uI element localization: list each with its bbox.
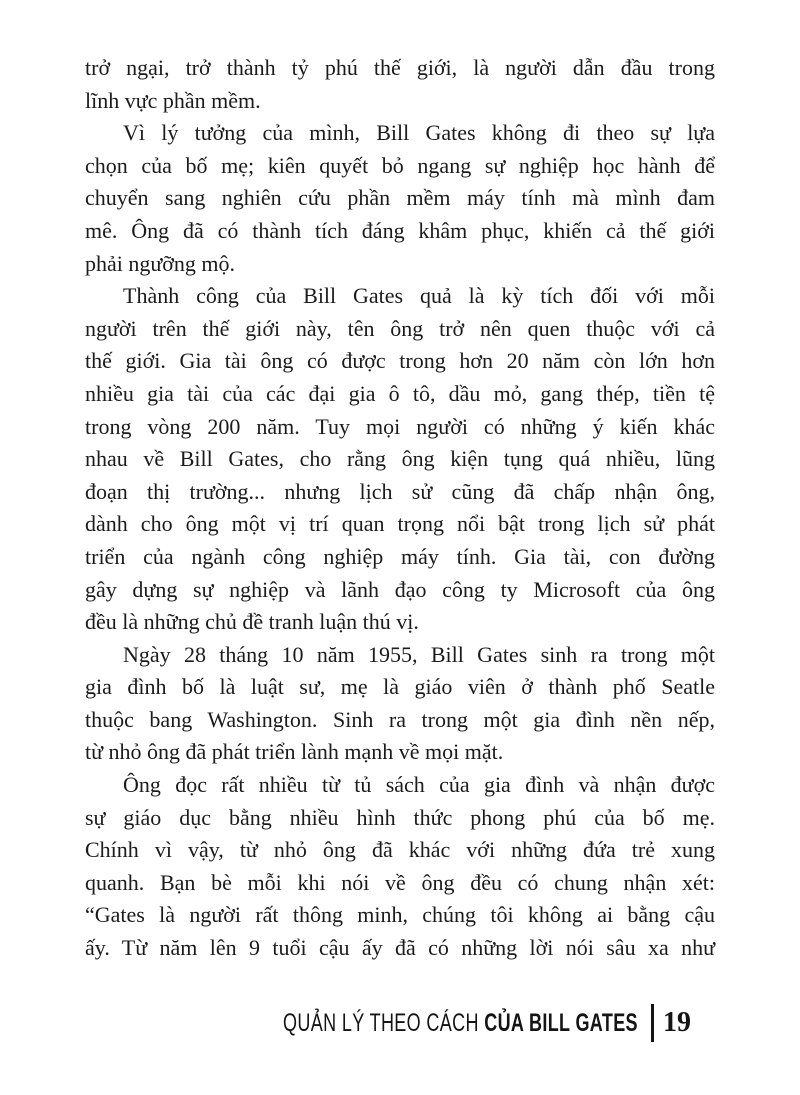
paragraph bbox=[85, 52, 715, 117]
text-line: lĩnh vực phần mềm. bbox=[85, 87, 261, 113]
text-line: trở ngại, trở thành tỷ phú thế giới, là người dẫn đầu trong bbox=[85, 55, 715, 80]
paragraph bbox=[85, 769, 715, 965]
running-title-bold: CỦA BILL GATES bbox=[484, 1008, 638, 1037]
text-line: Vì lý tưởng của mình, Bill Gates không đi theo sự lựa bbox=[123, 120, 715, 146]
text-line: sự giáo dục bằng nhiều hình thức phong phú của bố mẹ. bbox=[85, 804, 715, 830]
page-footer bbox=[0, 1002, 800, 1044]
text-line: người trên thế giới này, tên ông trở nên quen thuộc với cả bbox=[85, 315, 715, 341]
text-line: nhiều gia tài của các đại gia ô tô, dầu mỏ, gang thép, tiền tệ bbox=[85, 380, 715, 406]
text-line: đều là những chủ đề tranh luận thú vị. bbox=[85, 609, 419, 635]
paragraph bbox=[85, 280, 715, 639]
text-line: thuộc bang Washington. Sinh ra trong một gia đình nền nếp, bbox=[85, 706, 715, 732]
paragraph bbox=[85, 117, 715, 280]
running-title bbox=[283, 1009, 638, 1038]
text-line: ấy. Từ năm lên 9 tuổi cậu ấy đã có những lời nói sâu xa như bbox=[85, 935, 715, 961]
page-number: 19 bbox=[663, 1007, 691, 1038]
text-line: thế giới. Gia tài ông có được trong hơn 20 năm còn lớn hơn bbox=[85, 348, 715, 374]
text-line: triển của ngành công nghiệp máy tính. Gia tài, con đường bbox=[85, 543, 715, 569]
text-line: Ông đọc rất nhiều từ tủ sách của gia đình và nhận được bbox=[123, 772, 715, 798]
text-line: Chính vì vậy, từ nhỏ ông đã khác với những đứa trẻ xung bbox=[85, 837, 715, 863]
text-line: từ nhỏ ông đã phát triển lành mạnh về mọi mặt. bbox=[85, 739, 504, 765]
text-line: Ngày 28 tháng 10 năm 1955, Bill Gates sinh ra trong một bbox=[123, 641, 715, 667]
running-title-regular: QUẢN LÝ THEO CÁCH bbox=[283, 1008, 479, 1037]
text-line: phải ngưỡng mộ. bbox=[85, 250, 236, 276]
text-line: chuyển sang nghiên cứu phần mềm máy tính mà mình đam bbox=[85, 185, 715, 211]
text-line: trong vòng 200 năm. Tuy mọi người có những ý kiến khác bbox=[85, 413, 715, 439]
text-line: Thành công của Bill Gates quả là kỳ tích đối với mỗi bbox=[123, 283, 715, 309]
text-line: “Gates là người rất thông minh, chúng tôi không ai bằng cậu bbox=[85, 902, 715, 928]
text-line: đoạn thị trường... nhưng lịch sử cũng đã chấp nhận ông, bbox=[85, 478, 715, 504]
text-line: gây dựng sự nghiệp và lãnh đạo công ty Microsoft của ông bbox=[85, 576, 715, 602]
text-line: nhau về Bill Gates, cho rằng ông kiện tụng quá nhiều, lũng bbox=[85, 446, 715, 472]
paragraph bbox=[85, 639, 715, 769]
body-text bbox=[85, 52, 715, 965]
text-line: chọn của bố mẹ; kiên quyết bỏ ngang sự nghiệp học hành để bbox=[85, 152, 715, 178]
text-line: quanh. Bạn bè mỗi khi nói về ông đều có chung nhận xét: bbox=[85, 869, 715, 895]
text-line: dành cho ông một vị trí quan trọng nổi bật trong lịch sử phát bbox=[85, 511, 715, 537]
text-line: mê. Ông đã có thành tích đáng khâm phục, khiến cả thế giới bbox=[85, 217, 715, 243]
text-line: gia đình bố là luật sư, mẹ là giáo viên ở thành phố Seatle bbox=[85, 674, 715, 700]
